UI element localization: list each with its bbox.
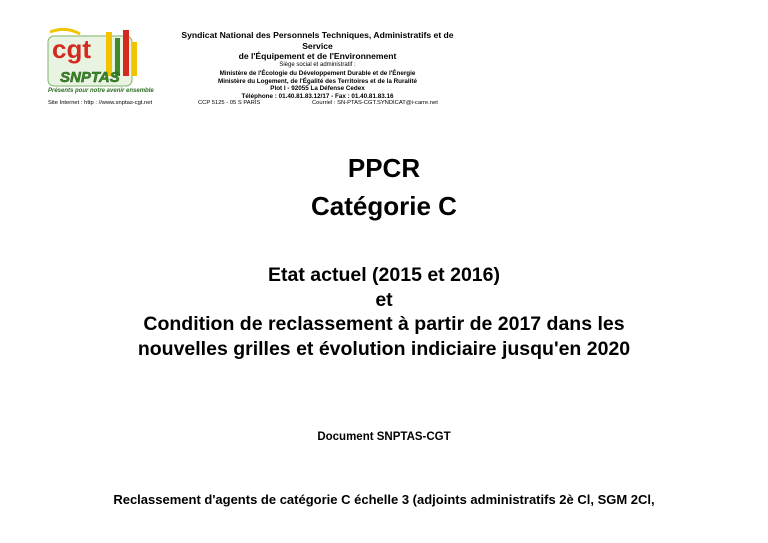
- email-address: Courriel : SN-PTAS-CGT.SYNDICAT@i-carre.net: [312, 100, 438, 106]
- ccp-number: CCP 5125 - 05 S PARIS: [198, 100, 261, 106]
- footer-text: Reclassement d'agents de catégorie C échelle 3 (adjoints administratifs 2è Cl, SGM 2Cl,: [113, 492, 655, 507]
- address-plot: Plot I - 92055 La Défense Cedex: [270, 85, 365, 93]
- website-link: Site Internet : http : //www.snptas-cgt.net: [48, 100, 153, 106]
- ministry-line2: Ministère du Logement, de l'Égalité des Territoires et de la Ruralité: [217, 77, 418, 85]
- org-name-line1: Syndicat National des Personnels Techniques, Administratifs et de Service: [181, 30, 454, 51]
- cgt-logo-text: cgt: [52, 34, 91, 64]
- subtitle-line4: nouvelles grilles et évolution indiciaire jusqu'en 2020: [137, 337, 631, 360]
- logo-tagline: Présents pour notre avenir ensemble: [48, 88, 154, 94]
- org-name-line2: de l'Équipement et de l'Environnement: [238, 51, 397, 62]
- subtitle-line2: et: [375, 288, 393, 311]
- phone-fax: Téléphone : 01.40.81.83.12/17 - Fax : 01.40.81.83.16: [241, 93, 394, 101]
- document-label: Document SNPTAS-CGT: [317, 431, 451, 443]
- ministry-line1: Ministère de l'Écologie du Développement Durable et de l'Énergie: [219, 69, 416, 77]
- letterhead: [170, 30, 465, 101]
- snptas-logo-text: SNPTAS: [60, 69, 120, 86]
- page-title: PPCR: [347, 153, 421, 183]
- subtitle-block: [0, 263, 768, 361]
- subtitle-line1: Etat actuel (2015 et 2016): [268, 264, 500, 286]
- seat-label: Siège social et administratif :: [279, 62, 356, 69]
- page-subtitle-category: Catégorie C: [311, 191, 457, 221]
- subtitle-line3: Condition de reclassement à partir de 2017 dans les: [143, 313, 625, 335]
